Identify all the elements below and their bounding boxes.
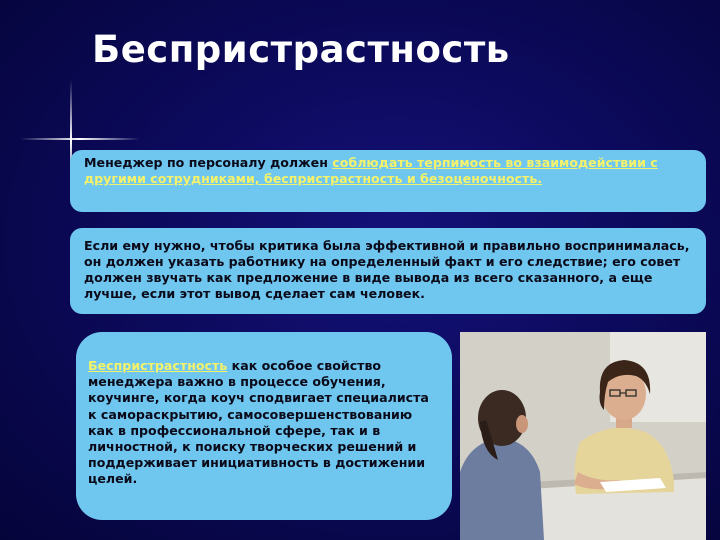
- text-box-coaching: [76, 332, 452, 520]
- slide-title: Беспристрастность: [92, 28, 510, 71]
- meeting-photo: [460, 332, 706, 540]
- text-box-criticism: [70, 228, 706, 314]
- box2-text: Если ему нужно, чтобы критика была эффективной и правильно воспринималась, он должен указать работнику на определенный факт и его следствие; его совет должен звучать как предложение в виде вывода из всего сказанного, а еще лучше, если этот вывод сделает сам человек.: [84, 238, 690, 301]
- meeting-photo-illustration: [460, 332, 706, 540]
- box1-text: Менеджер по персоналу должен: [84, 155, 333, 170]
- box1-highlight-link[interactable]: соблюдать терпимость во взаимодействии с другими сотрудниками, беспристрастность и безоценочность.: [84, 155, 658, 186]
- box3-text: как особое свойство менеджера важно в процессе обучения, коучинге, когда коуч сподвигает специалиста к самораскрытию, самосовершенствованию как в профессиональной сфере, так и в личностной, к поиску творческих решений и поддерживает инициативность в достижении целей.: [88, 358, 429, 487]
- sparkle-decoration-horizontal: [20, 138, 140, 140]
- text-box-tolerance: [70, 150, 706, 212]
- box3-highlight-link[interactable]: Беспристрастность: [88, 358, 228, 373]
